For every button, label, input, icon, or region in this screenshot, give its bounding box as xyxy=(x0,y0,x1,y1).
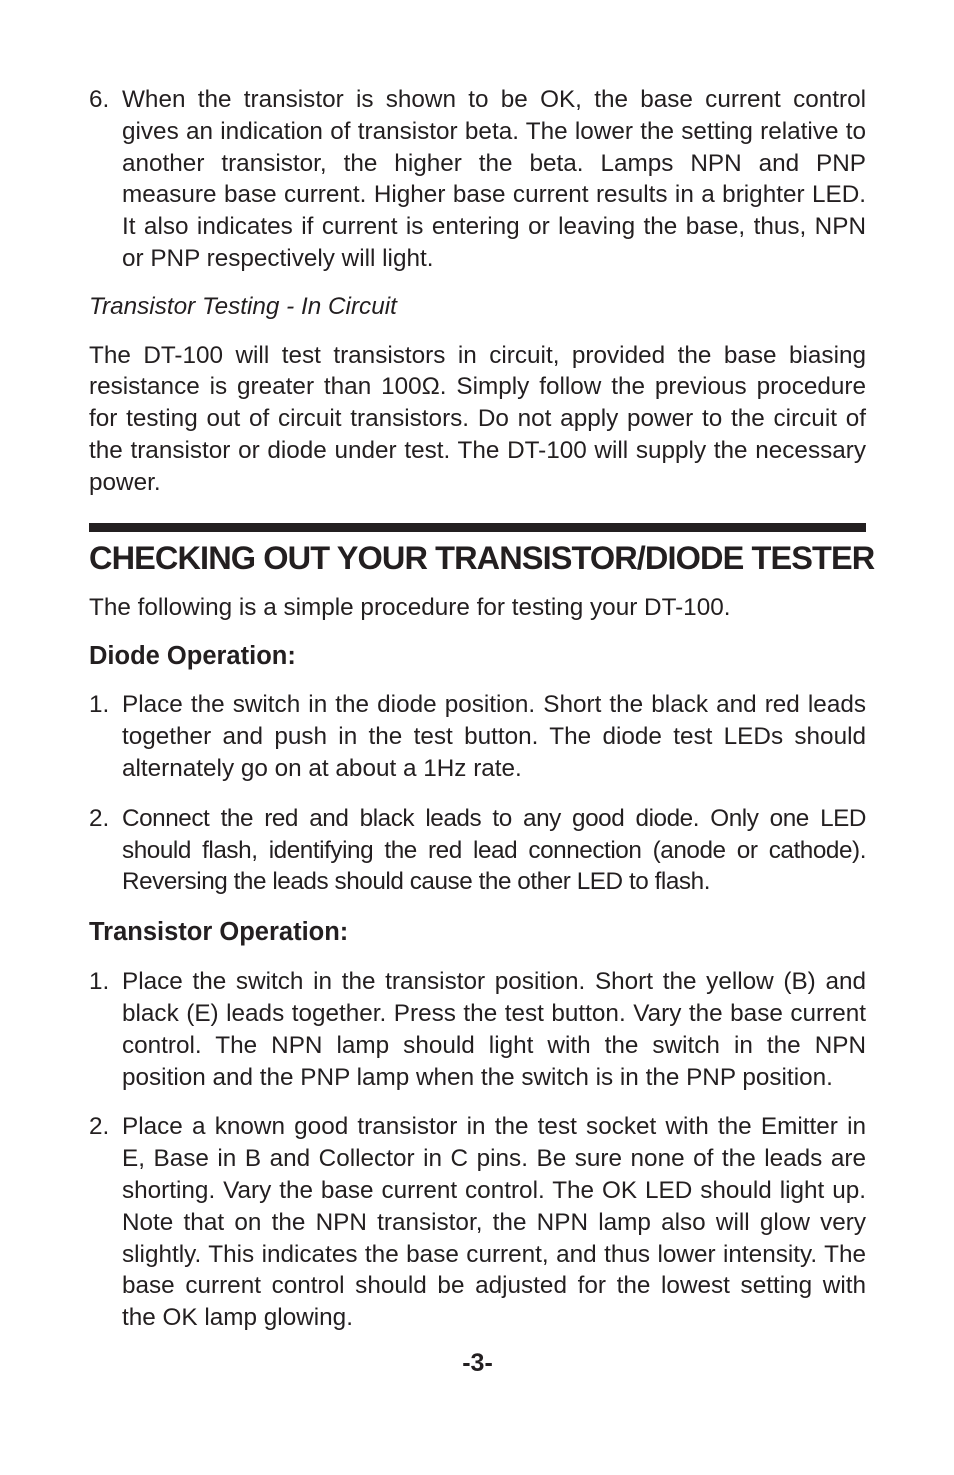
manual-page xyxy=(89,84,875,1379)
list-item-text: Place a known good transistor in the test socket with the Emitter in E, Base in B and Collector in C pins. Be sure none of the leads are shorting. Vary the base current control. The OK LED should light up. Note that on the NPN transistor, the NPN lamp also will glow very slightly. This indicates the base current, and thus lower intensity. The base current control should be adjusted for the lowest setting with the OK lamp glowing. xyxy=(122,1113,866,1332)
section-title: CHECKING OUT YOUR TRANSISTOR/DIODE TESTER xyxy=(89,539,875,576)
list-item-number: 6. xyxy=(89,86,110,113)
page-number: -3- xyxy=(462,1348,493,1377)
diode-step-1 xyxy=(89,689,866,784)
transistor-step-2 xyxy=(89,1111,866,1334)
in-circuit-paragraph: The DT-100 will test transistors in circuit, provided the base biasing resistance is greater than 100Ω. Simply follow the previous procedure for testing out of circuit transistors. Do not apply power to the circuit of the transistor or diode under test. The DT-100 will supply the necessary power. xyxy=(89,341,866,496)
transistor-step-1 xyxy=(89,966,866,1093)
list-item-number: 2. xyxy=(89,1113,110,1141)
list-item-number: 2. xyxy=(89,804,110,832)
transistor-operation-heading: Transistor Operation: xyxy=(89,918,349,947)
list-item-text: When the transistor is shown to be OK, the base current control gives an indication of transistor beta. The lower the setting relative to another transistor, the higher the beta. Lamps NPN and PNP measure base current. Higher base current results in a brighter LED. It also indicates if current is entering or leaving the base, thus, NPN or PNP respectively will light. xyxy=(122,86,866,272)
list-item-6 xyxy=(89,84,866,275)
diode-operation-heading: Diode Operation: xyxy=(89,642,296,671)
list-item-text: Place the switch in the transistor position. Short the yellow (B) and black (E) leads together. Press the test button. Vary the base current control. The NPN lamp should light with the switch in the NPN position and the PNP lamp when the switch is in the PNP position. xyxy=(122,968,866,1091)
list-item-text: Connect the red and black leads to any good diode. Only one LED should flash, identifying the red lead connection (anode or cathode). Reversing the leads should cause the other LED to flash. xyxy=(122,804,866,896)
section-divider-rule xyxy=(89,523,866,532)
list-item-number: 1. xyxy=(89,691,110,719)
diode-step-2 xyxy=(89,803,866,898)
section-intro: The following is a simple procedure for testing your DT-100. xyxy=(89,593,731,621)
list-item-number: 1. xyxy=(89,968,110,996)
in-circuit-heading: Transistor Testing - In Circuit xyxy=(89,292,397,320)
list-item-text: Place the switch in the diode position. Short the black and red leads together and push in the test button. The diode test LEDs should alternately go on at about a 1Hz rate. xyxy=(122,691,866,782)
